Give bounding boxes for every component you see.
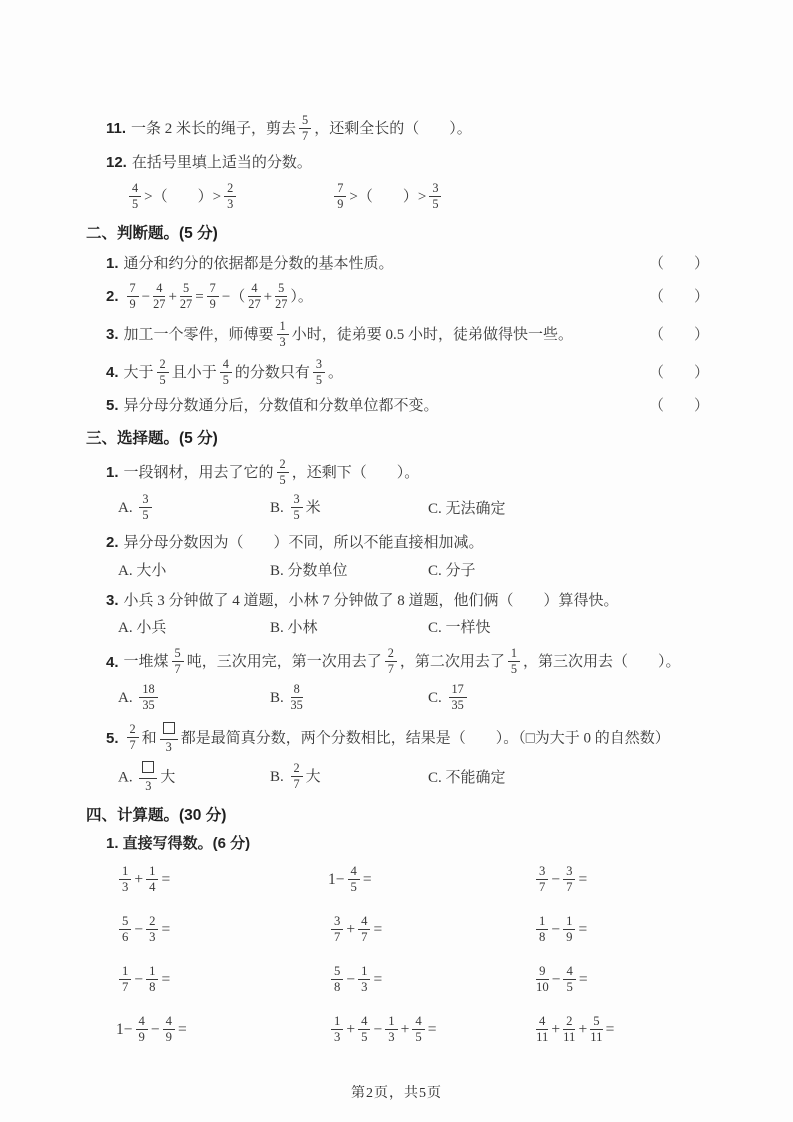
question-text: $\frac{7}{9}$ − $\frac{4}{27}$ + $\frac{5}{27}$ = $\frac{7}{9}$ −（ $\frac{4}{27}$ + $\frac{5}{27}$ ）。 (124, 283, 313, 312)
question-text: 异分母分数通分后，分数值和分数单位都不变。 (123, 398, 439, 415)
question-text: 大于 $\frac{2}{5}$ 且小于 $\frac{4}{5}$ 的分数只有 $\frac{3}{5}$ 。 (123, 356, 344, 387)
fraction: $\frac{2}{3}$ (224, 182, 236, 211)
fraction: $\frac{1}{8}$ (536, 915, 548, 945)
fraction: $\frac{2}{5}$ (157, 358, 169, 387)
calc-expression: $\frac{1}{3}$ + $\frac{4}{5}$ − $\frac{1}{3}$ + $\frac{4}{5}$ = (328, 1009, 533, 1053)
question-text: 小兵 3 分钟做了 4 道题，小林 7 分钟做了 8 道题，他们俩（ ）算得快。 (123, 592, 619, 609)
judge-item-4 (86, 356, 723, 388)
calc-expression: 1− $\frac{4}{9}$ − $\frac{4}{9}$ = (116, 1013, 187, 1045)
fraction: $\frac{1}{3}$ (358, 965, 370, 995)
fraction: $\frac{4}{27}$ (153, 281, 166, 311)
calc-expression: 1− $\frac{4}{5}$ = (328, 863, 372, 895)
inequality-line (86, 183, 723, 212)
question-number: 4. (106, 653, 119, 671)
fraction: $\frac{1}{5}$ (508, 647, 520, 676)
question-number: 1. (106, 254, 119, 272)
fraction: $\frac{1}{3}$ (385, 1015, 397, 1045)
choice-item-1-options (86, 494, 723, 523)
choice-item-2-options (86, 561, 723, 581)
fill-item-12 (86, 153, 723, 173)
option-b: B. $\frac{8}{35}$ (270, 682, 303, 712)
fraction: $\frac{2}{7}$ (127, 723, 139, 752)
inequality-expression: $\frac{7}{9}$ >（ ）> $\frac{3}{5}$ (331, 183, 444, 212)
choice-item-5-stem (86, 723, 723, 755)
option-a: A. 3 大 (118, 762, 270, 794)
fraction: $\frac{1}{9}$ (563, 915, 575, 945)
question-number: 1. (106, 463, 119, 481)
fraction: 3 (139, 761, 157, 793)
fraction: $\frac{4}{5}$ (412, 1015, 424, 1045)
question-text: 异分母分数因为（ ）不同，所以不能直接相加减。 (123, 535, 484, 552)
fraction: $\frac{8}{35}$ (290, 682, 303, 712)
fraction: $\frac{7}{9}$ (127, 282, 139, 311)
fraction: $\frac{7}{9}$ (334, 182, 346, 211)
fraction: $\frac{17}{35}$ (449, 683, 467, 712)
calc-expression: $\frac{4}{11}$ + $\frac{2}{11}$ + $\frac{5}{11}$ = (536, 1013, 615, 1045)
question-text: 加工一个零件，师傅要 $\frac{1}{3}$ 小时，徒弟要 0.5 小时，徒弟做得快一些。 (123, 318, 573, 349)
calc-expression: $\frac{9}{10}$ − $\frac{4}{5}$ = (536, 963, 588, 995)
answer-bracket: （ ） (648, 364, 709, 381)
choice-item-2-stem (86, 533, 723, 553)
question-text: 一堆煤 $\frac{5}{7}$ 吨，三次用完，第一次用去了 $\frac{2}{7}$ ，第二次用去了 $\frac{1}{5}$ ，第三次用去（ ）。 (123, 646, 681, 677)
fraction: $\frac{4}{5}$ (129, 182, 141, 211)
fraction: $\frac{9}{10}$ (536, 963, 549, 995)
calc-expression: $\frac{1}{8}$ − $\frac{1}{9}$ = (533, 909, 723, 953)
fill-item-11 (86, 115, 723, 144)
fraction: $\frac{1}{8}$ (146, 965, 158, 995)
fraction: $\frac{1}{4}$ (146, 865, 158, 895)
fraction: $\frac{3}{7}$ (536, 865, 548, 895)
choice-item-1-stem (86, 456, 723, 488)
question-number: 11. (106, 120, 127, 138)
question-number: 5. (106, 729, 119, 747)
section-choice-title: 三、选择题。(5 分) (86, 429, 218, 447)
fraction: $\frac{4}{5}$ (348, 865, 360, 895)
fraction: $\frac{5}{8}$ (331, 965, 343, 995)
fraction: $\frac{2}{5}$ (277, 458, 289, 487)
fraction: $\frac{5}{27}$ (275, 281, 288, 311)
fraction: $\frac{4}{27}$ (248, 281, 261, 311)
fraction: $\frac{7}{9}$ (207, 282, 219, 311)
fraction: $\frac{18}{35}$ (139, 683, 157, 712)
fraction: $\frac{3}{7}$ (563, 865, 575, 895)
question-text: $\frac{2}{7}$ 和 3 都是最简真分数，两个分数相比，结果是（ ）。（□为大于 0 的自然数） (124, 723, 670, 755)
fraction: $\frac{5}{7}$ (299, 114, 311, 143)
fraction: $\frac{4}{11}$ (536, 1013, 549, 1045)
option-c: C. 一样快 (428, 620, 491, 637)
fraction: $\frac{1}{7}$ (119, 965, 131, 995)
question-number: 2. (106, 534, 119, 552)
fraction: $\frac{3}{5}$ (291, 493, 303, 522)
question-text: 一段钢材，用去了它的 $\frac{2}{5}$ ，还剩下（ ）。 (123, 456, 420, 487)
fraction: $\frac{4}{5}$ (563, 965, 575, 995)
judge-item-1 (86, 254, 723, 274)
section-calc-title: 四、计算题。(30 分) (86, 806, 227, 824)
calc-expression: $\frac{3}{7}$ − $\frac{3}{7}$ = (533, 859, 723, 903)
question-number: 2. (106, 288, 119, 306)
calc-expression: $\frac{5}{6}$ − $\frac{2}{3}$ = (116, 909, 328, 953)
question-number: 4. (106, 363, 119, 381)
fraction: $\frac{5}{7}$ (172, 647, 184, 676)
fraction: $\frac{5}{27}$ (179, 281, 193, 311)
calc-expression: $\frac{5}{8}$ − $\frac{1}{3}$ = (328, 959, 533, 1003)
option-a: A. 小兵 (118, 620, 167, 637)
blank-box (163, 722, 175, 734)
fraction: $\frac{5}{6}$ (119, 915, 131, 945)
fraction: $\frac{2}{3}$ (146, 915, 158, 945)
fraction: $\frac{2}{11}$ (563, 1013, 576, 1045)
section-judge-title: 二、判断题。(5 分) (86, 224, 218, 242)
fraction: $\frac{2}{7}$ (291, 762, 303, 791)
fraction: $\frac{1}{3}$ (277, 320, 289, 349)
option-b: B. 分数单位 (270, 562, 348, 579)
question-number: 12. (106, 153, 127, 171)
blank-box (142, 761, 154, 773)
option-a: A. $\frac{18}{35}$ (118, 684, 270, 713)
option-b: B. $\frac{3}{5}$ 米 (270, 492, 321, 523)
fraction: $\frac{4}{5}$ (358, 1015, 370, 1045)
fraction: $\frac{4}{9}$ (163, 1015, 175, 1045)
question-text: 一条 2 米长的绳子，剪去 $\frac{5}{7}$ ，还剩全长的（ ）。 (131, 113, 472, 143)
answer-bracket: （ ） (648, 398, 709, 415)
answer-bracket: （ ） (648, 327, 709, 344)
fraction: $\frac{3}{5}$ (313, 358, 325, 387)
calc-subtitle: 1. 直接写得数。(6 分) (106, 835, 251, 853)
question-text: 在括号里填上适当的分数。 (131, 154, 312, 171)
page-footer: 第2页，共5页 (351, 1086, 442, 1102)
fraction: $\frac{1}{3}$ (119, 865, 131, 895)
fraction: $\frac{3}{7}$ (331, 915, 343, 945)
fraction: 3 (160, 722, 178, 754)
question-number: 3. (106, 326, 119, 344)
fraction: $\frac{4}{9}$ (136, 1015, 148, 1045)
option-b: B. 小林 (270, 620, 318, 637)
calc-grid (86, 859, 723, 1053)
judge-item-3 (86, 318, 723, 350)
fraction: $\frac{1}{3}$ (331, 1015, 343, 1045)
fraction: $\frac{4}{7}$ (358, 915, 370, 945)
choice-item-4-options (86, 684, 723, 713)
option-c: C. 分子 (428, 562, 476, 579)
judge-item-2 (86, 283, 723, 312)
inequality-expression: $\frac{4}{5}$ >（ ）> $\frac{2}{3}$ (126, 183, 239, 212)
calc-expression: $\frac{1}{3}$ + $\frac{1}{4}$ = (116, 859, 328, 903)
question-number: 3. (106, 591, 119, 609)
question-number: 5. (106, 397, 119, 415)
fraction: $\frac{4}{5}$ (220, 358, 232, 387)
answer-bracket: （ ） (648, 289, 709, 306)
calc-expression: $\frac{3}{7}$ + $\frac{4}{7}$ = (328, 909, 533, 953)
option-a: A. $\frac{3}{5}$ (118, 494, 270, 523)
fraction: $\frac{5}{11}$ (590, 1013, 603, 1045)
choice-item-3-stem (86, 591, 723, 611)
calc-expression: $\frac{1}{7}$ − $\frac{1}{8}$ = (116, 959, 328, 1003)
judge-item-5 (86, 396, 723, 416)
fraction: $\frac{2}{7}$ (385, 647, 397, 676)
question-text: 通分和约分的依据都是分数的基本性质。 (123, 255, 394, 272)
fraction: $\frac{3}{5}$ (429, 182, 441, 211)
option-c: C. $\frac{17}{35}$ (428, 684, 723, 713)
option-c: C. 不能确定 (428, 769, 506, 786)
option-c: C. 无法确定 (428, 500, 506, 517)
choice-item-5-options (86, 762, 723, 794)
option-a: A. 大小 (118, 562, 167, 579)
answer-bracket: （ ） (648, 255, 709, 272)
choice-item-4-stem (86, 648, 723, 677)
option-b: B. $\frac{2}{7}$ 大 (270, 761, 321, 792)
fraction: $\frac{3}{5}$ (139, 493, 151, 522)
choice-item-3-options (86, 618, 723, 638)
